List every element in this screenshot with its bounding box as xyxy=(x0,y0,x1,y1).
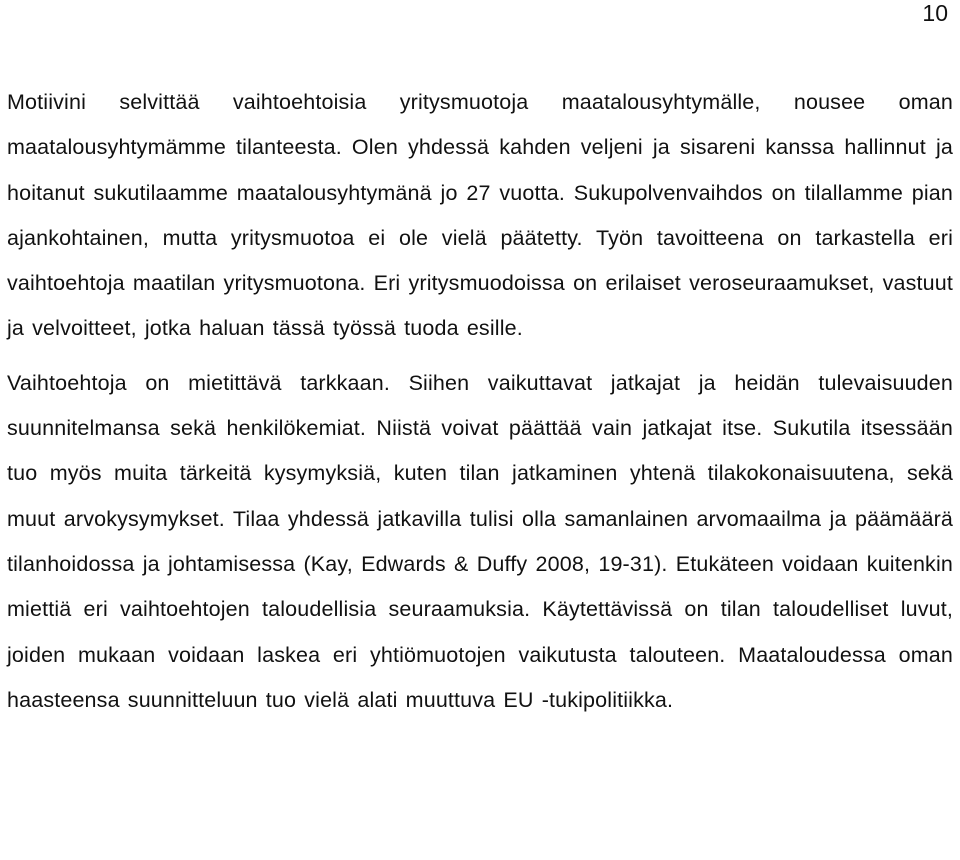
paragraph-motivation: Motiivini selvittää vaihtoehtoisia yritysmuotoja maatalousyhtymälle, nousee oman maatalousyhtymämme tilanteesta. Olen yhdessä kahden veljeni ja sisareni kanssa hallinnut ja hoitanut sukutilaamme maatalousyhtymänä jo 27 vuotta. Sukupolvenvaihdos on tilallamme pian ajankohtainen, mutta yritysmuotoa ei ole vielä päätetty. Työn tavoitteena on tarkastella eri vaihtoehtoja maatilan yritysmuotona. Eri yritysmuodoissa on erilaiset veroseuraamukset, vastuut ja velvoitteet, jotka haluan tässä työssä tuoda esille. xyxy=(7,90,953,341)
document-body xyxy=(7,80,953,723)
paragraph-alternatives: Vaihtoehtoja on mietittävä tarkkaan. Siihen vaikuttavat jatkajat ja heidän tulevaisuuden suunnitelmansa sekä henkilökemiat. Niistä voivat päättää vain jatkajat itse. Sukutila itsessään tuo myös muita tärkeitä kysymyksiä, kuten tilan jatkaminen yhtenä tilakokonaisuutena, sekä muut arvokysymykset. Tilaa yhdessä jatkavilla tulisi olla samanlainen arvomaailma ja päämäärä tilanhoidossa ja johtamisessa (Kay, Edwards & Duffy 2008, 19-31). Etukäteen voidaan kuitenkin miettiä eri vaihtoehtojen taloudellisia seuraamuksia. Käytettävissä on tilan taloudelliset luvut, joiden mukaan voidaan laskea eri yhtiömuotojen vaikutusta talouteen. Maataloudessa oman haasteensa suunnitteluun tuo vielä alati muuttuva EU -tukipolitiikka. xyxy=(7,370,953,712)
page-number: 10 xyxy=(922,0,948,26)
